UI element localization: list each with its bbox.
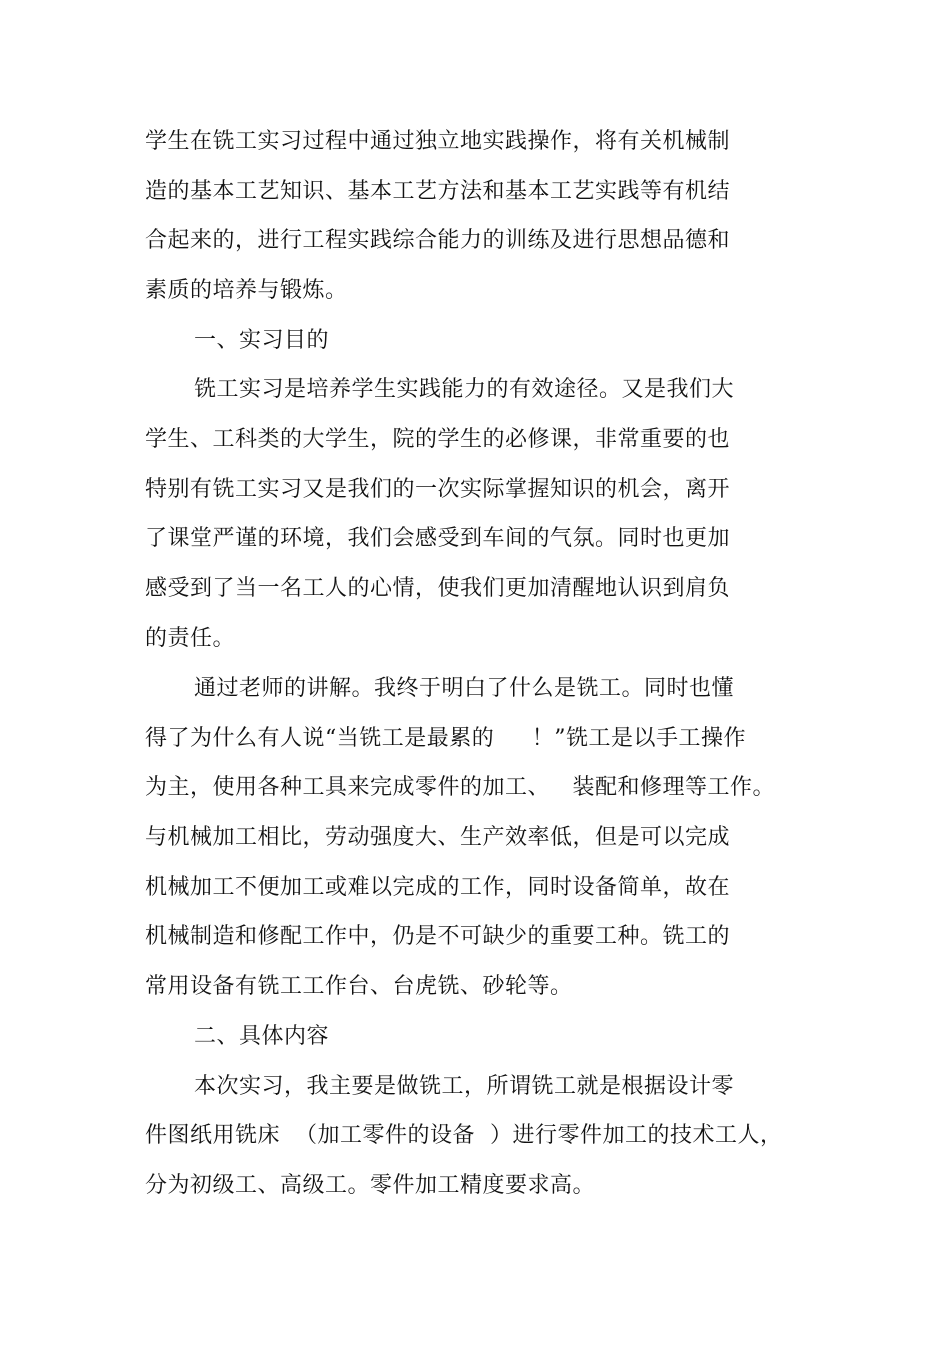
text-line: 与机械加工相比，劳动强度大、生产效率低，但是可以完成 — [145, 825, 731, 850]
text-line: 机械制造和修配工作中，仍是不可缺少的重要工种。铣工的 — [145, 924, 731, 949]
text-line: 件图纸用铣床 （加工零件的设备 ）进行零件加工的技术工人， — [145, 1123, 783, 1148]
text-line: 通过老师的讲解。我终于明白了什么是铣工。同时也懂 — [194, 676, 735, 701]
text-line: 机械加工不便加工或难以完成的工作，同时设备简单，故在 — [145, 875, 731, 900]
text-line: 学生、工科类的大学生，院的学生的必修课，非常重要的也 — [145, 427, 731, 452]
text-line: 特别有铣工实习又是我们的一次实际掌握知识的机会，离开 — [145, 477, 731, 502]
text-line: 学生在铣工实习过程中通过独立地实践操作，将有关机械制 — [145, 129, 731, 154]
section-heading: 二、具体内容 — [194, 1024, 330, 1049]
text-line: 为主，使用各种工具来完成零件的加工、 装配和修理等工作。 — [145, 775, 775, 800]
text-line: 常用设备有铣工工作台、台虎铣、砂轮等。 — [145, 974, 573, 999]
text-line: 了课堂严谨的环境，我们会感受到车间的气氛。同时也更加 — [145, 526, 731, 551]
text-line: 本次实习，我主要是做铣工，所谓铣工就是根据设计零 — [194, 1074, 735, 1099]
text-line: 得了为什么有人说“当铣工是最累的 ！”铣工是以手工操作 — [145, 726, 746, 751]
text-line: 造的基本工艺知识、基本工艺方法和基本工艺实践等有机结 — [145, 179, 731, 204]
text-line: 分为初级工、高级工。零件加工精度要求高。 — [145, 1173, 596, 1198]
text-line: 感受到了当一名工人的心情，使我们更加清醒地认识到肩负 — [145, 576, 731, 601]
text-line: 合起来的，进行工程实践综合能力的训练及进行思想品德和 — [145, 228, 731, 253]
text-line: 的责任。 — [145, 626, 236, 651]
text-line: 铣工实习是培养学生实践能力的有效途径。又是我们大 — [194, 377, 735, 402]
section-heading: 一、实习目的 — [194, 328, 330, 353]
text-line: 素质的培养与锻炼。 — [145, 278, 348, 303]
